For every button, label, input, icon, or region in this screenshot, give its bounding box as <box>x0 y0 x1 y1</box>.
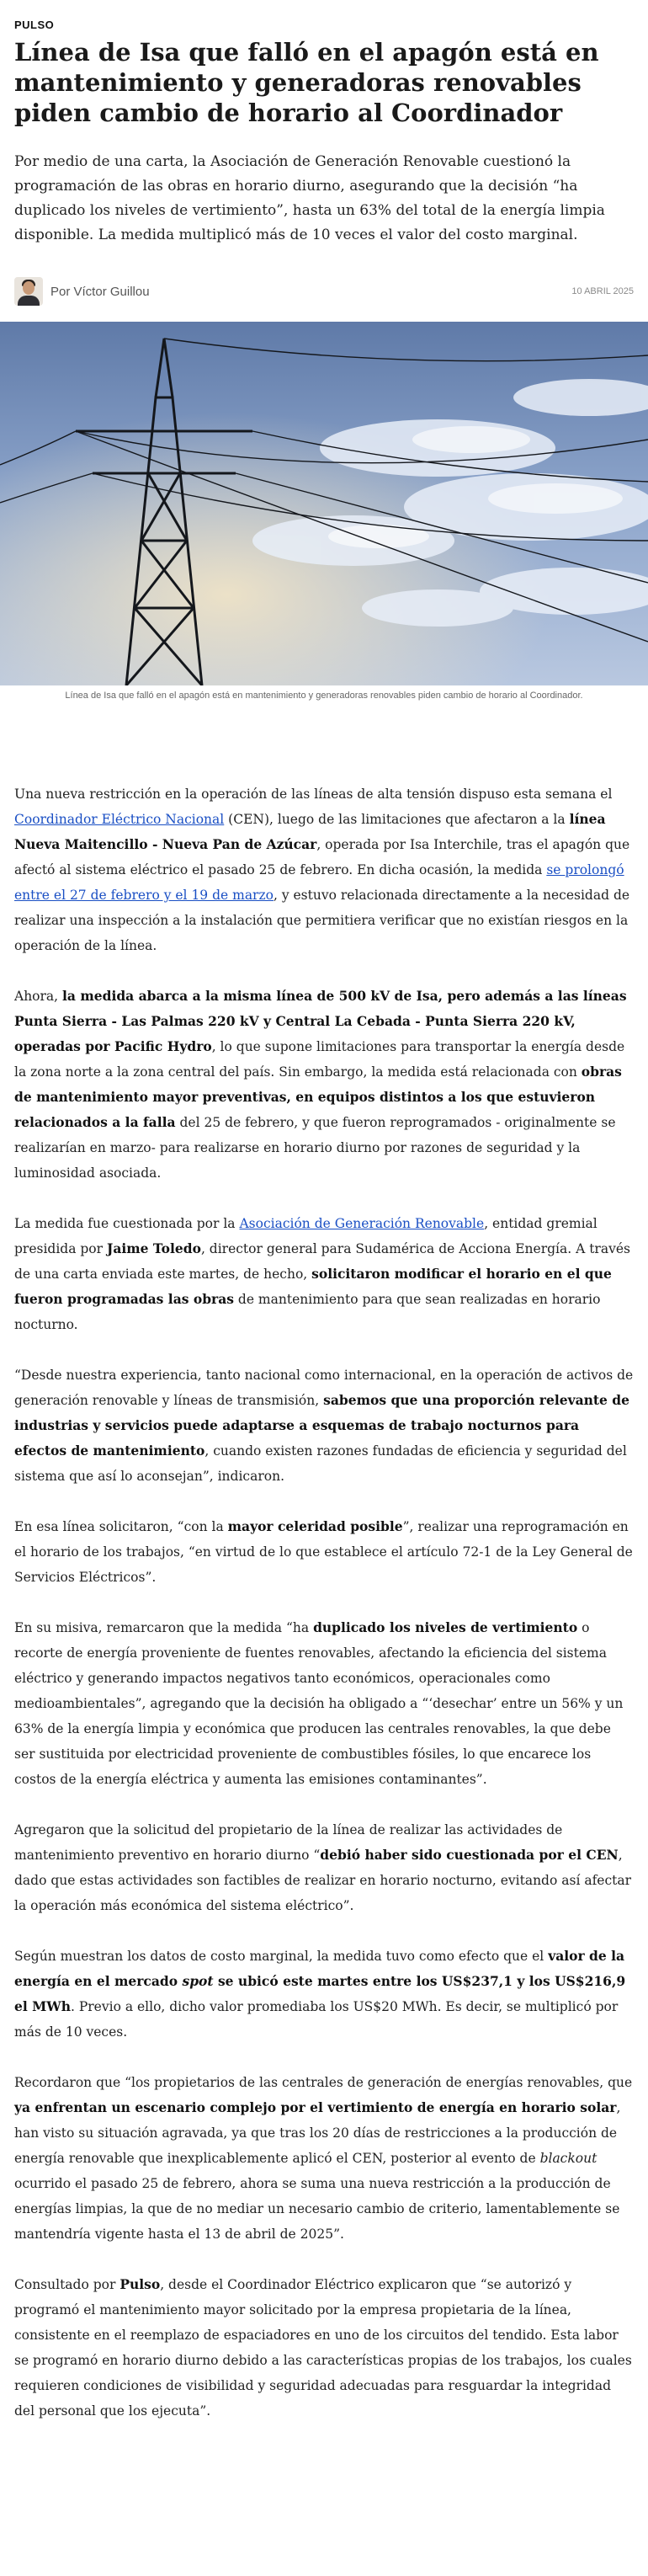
paragraph-6: En su misiva, remarcaron que la medida “ha duplicado los niveles de vertimiento o recorte de energía proveniente de fuentes renovables, afectando la eficiencia del sistema eléctrico y generando impactos negativos tanto económicos, operacionales como medioambientales”, agregando que la decisión ha obligado a “‘desechar’ entre un 56% y un 63% de la energía limpia y económica que producen las centrales renovables, la que debe ser sustituida por electricidad proveniente de combustibles fósiles, lo que encarece los costos de la energía eléctrica y aumenta las emisiones contaminantes”. <box>14 1619 624 1787</box>
link-prolongo[interactable]: se prolongó entre el 27 de febrero y el 19 de marzo <box>14 862 624 903</box>
link-asociacion[interactable]: Asociación de Generación Renovable <box>239 1216 485 1231</box>
paragraph-1: Una nueva restricción en la operación de las líneas de alta tensión dispuso esta semana el Coordinador Eléctrico Nacional (CEN), luego de las limitaciones que afectaron a la línea Nueva Maitencillo - Nueva Pan de Azúcar, operada por Isa Interchile, tras el apagón que afectó al sistema eléctrico el pasado 25 de febrero. En dicha ocasión, la medida se prolongó entre el 27 de febrero y el 19 de marzo, y estuvo relacionada directamente a la necesidad de realizar una inspección a la instalación que permitiera verificar que no existían riesgos en la operación de la línea. <box>14 787 630 953</box>
article-body <box>14 781 635 2449</box>
byline <box>14 278 634 305</box>
paragraph-8: Según muestran los datos de costo marginal, la medida tuvo como efecto que el valor de la energía en el mercado spot se ubicó este martes entre los US$237,1 y los US$216,9 el MWh. Previo a ello, dicho valor promediaba los US$20 MWh. Es decir, se multiplicó por más de 10 veces. <box>14 1948 626 2040</box>
hero-caption: Línea de Isa que falló en el apagón está en mantenimiento y generadoras renovables piden cambio de horario al Coordinador. <box>65 691 583 701</box>
paragraph-4: “Desde nuestra experiencia, tanto nacional como internacional, en la operación de activos de generación renovable y líneas de transmisión, sabemos que una proporción relevante de industrias y servicios puede adaptarse a esquemas de trabajo nocturnos para efectos de mantenimiento, cuando existen razones fundadas de eficiencia y seguridad del sistema que así lo aconsejan”, indicaron. <box>14 1368 634 1484</box>
hero-image <box>0 322 648 685</box>
paragraph-3: La medida fue cuestionada por la Asociación de Generación Renovable, entidad gremial presidida por Jaime Toledo, director general para Sudamérica de Acciona Energía. A través de una carta enviada este martes, de hecho, solicitaron modificar el horario en el que fueron programadas las obras de mantenimiento para que sean realizadas en horario nocturno. <box>14 1216 630 1332</box>
paragraph-7: Agregaron que la solicitud del propietario de la línea de realizar las actividades de mantenimiento preventivo en horario diurno “debió haber sido cuestionada por el CEN, dado que estas actividades son factibles de realizar en horario nocturno, evitando así afectar la operación más económica del sistema eléctrico”. <box>14 1822 632 1913</box>
paragraph-10: Consultado por Pulso, desde el Coordinador Eléctrico explicaron que “se autorizó y programó el mantenimiento mayor solicitado por la empresa propietaria de la línea, consistente en el reemplazo de espaciadores en uno de los circuitos del tendido. Esta labor se programó en horario diurno debido a las características propias de los trabajos, los cuales requieren condiciones de visibilidad y seguridad adecuadas para resguardar la integridad del personal que los ejecuta”. <box>14 2276 632 2419</box>
author-avatar[interactable] <box>14 277 43 306</box>
section-tag[interactable]: PULSO <box>14 19 55 31</box>
headline: Línea de Isa que falló en el apagón está en mantenimiento y generadoras renovables piden cambio de horario al Coordinador <box>14 38 599 127</box>
power-tower-photo <box>0 322 648 685</box>
link-coordinador[interactable]: Coordinador Eléctrico Nacional <box>14 812 225 827</box>
summary: Por medio de una carta, la Asociación de Generación Renovable cuestionó la programación de las obras en horario diurno, asegurando que la decisión “ha duplicado los niveles de vertimiento”, hasta un 63% del total de la energía limpia disponible. La medida multiplicó más de 10 veces el valor del costo marginal. <box>14 153 605 243</box>
paragraph-9: Recordaron que “los propietarios de las centrales de generación de energías renovables, que ya enfrentan un escenario complejo por el vertimiento de energía en horario solar, han visto su situación agravada, ya que tras los 20 días de restricciones a la producción de energía renovable que inexplicablemente aplicó el CEN, posterior al evento de blackout ocurrido el pasado 25 de febrero, ahora se suma una nueva restricción a la producción de energías limpias, la que de no mediar un necesario cambio de criterio, lamentablemente se mantendría vigente hasta el 13 de abril de 2025”. <box>14 2075 633 2242</box>
paragraph-5: En esa línea solicitaron, “con la mayor celeridad posible”, realizar una reprogramación en el horario de los trabajos, “en virtud de lo que establece el artículo 72-1 de la Ley General de Servicios Eléctricos”. <box>14 1518 633 1585</box>
paragraph-2: Ahora, la medida abarca a la misma línea de 500 kV de Isa, pero además a las líneas Punta Sierra - Las Palmas 220 kV y Central La Cebada - Punta Sierra 220 kV, operadas por Pacific Hydro, lo que supone limitaciones para transportar la energía desde la zona norte a la zona central del país. Sin embargo, la medida está relacionada con obras de mantenimiento mayor preventivas, en equipos distintos a los que estuvieron relacionados a la falla del 25 de febrero, y que fueron reprogramados - originalmente se realizarían en marzo- para realizarse en horario diurno por razones de seguridad y la luminosidad asociada. <box>14 988 627 1181</box>
author-name[interactable]: Por Víctor Guillou <box>50 284 150 299</box>
publish-date: 10 ABRIL 2025 <box>571 286 634 296</box>
